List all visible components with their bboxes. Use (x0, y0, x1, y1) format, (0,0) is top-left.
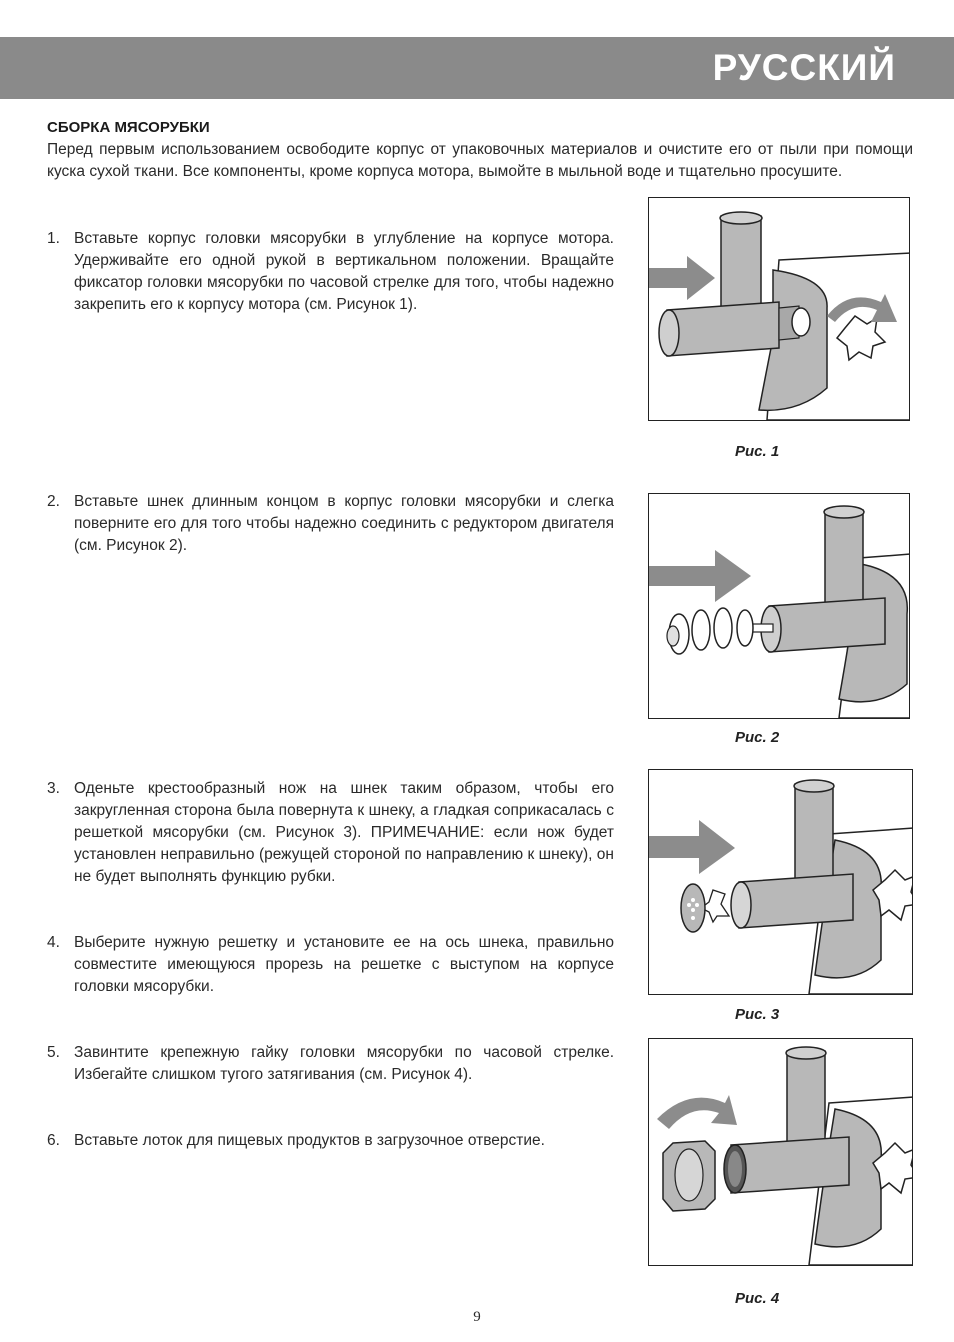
page-number: 9 (473, 1309, 481, 1325)
figure-2-caption: Рис. 2 (735, 729, 780, 746)
step-5 (47, 1042, 614, 1086)
step-number: 1. (47, 230, 60, 247)
figure-4-caption: Рис. 4 (735, 1290, 780, 1307)
step-text: Вставьте шнек длинным концом в корпус головки мясорубки и слегка поверните его для того чтобы надежно соединить с редуктором двигателя (см. Рисунок 2). (74, 493, 614, 554)
lock-nut-illustration (649, 1039, 912, 1265)
knife-and-plate-illustration (649, 770, 912, 994)
figure-1-caption: Рис. 1 (735, 443, 780, 460)
step-text: Выберите нужную решетку и установите ее на ось шнека, правильно совместите имеющуюся прорезь на решетке с выступом на корпусе головки мясорубки. (74, 934, 614, 995)
figure-2-illustration (648, 493, 910, 719)
figure-3-caption: Рис. 3 (735, 1006, 780, 1023)
figure-4-illustration (648, 1038, 913, 1266)
step-6 (47, 1130, 614, 1152)
section-title: СБОРКА МЯСОРУБКИ (47, 119, 210, 136)
step-number: 2. (47, 493, 60, 510)
step-text: Вставьте лоток для пищевых продуктов в загрузочное отверстие. (74, 1132, 545, 1149)
step-number: 5. (47, 1044, 60, 1061)
figure-1-illustration (648, 197, 910, 421)
step-text: Оденьте крестообразный нож на шнек таким образом, чтобы его закругленная сторона была повернута к шнеку, а гладкая соприкасалась с решеткой мясорубки (см. Рисунок 3). ПРИМЕЧАНИЕ: если нож будет установлен неправильно (режущей стороной по направлению к шнеку), он не будет выполнять функцию рубки. (74, 780, 614, 885)
figure-3-illustration (648, 769, 913, 995)
step-4 (47, 932, 614, 998)
step-number: 6. (47, 1132, 60, 1149)
step-1 (47, 228, 614, 316)
language-title: РУССКИЙ (712, 47, 896, 88)
auger-insert-illustration (649, 494, 909, 718)
step-2 (47, 491, 614, 557)
step-3 (47, 778, 614, 888)
step-number: 3. (47, 780, 60, 797)
step-number: 4. (47, 934, 60, 951)
header-banner (0, 37, 954, 99)
intro-paragraph: Перед первым использованием освободите корпус от упаковочных материалов и очистите его от пыли при помощи куска сухой ткани. Все компоненты, кроме корпуса мотора, вымойте в мыльной воде и тщательно просушите. (47, 141, 913, 180)
meat-grinder-head-insert-illustration (649, 198, 909, 420)
step-text: Вставьте корпус головки мясорубки в углубление на корпусе мотора. Удерживайте его одной рукой в вертикальном положении. Вращайте фиксатор головки мясорубки по часовой стрелке для того, чтобы надежно закрепить его к корпусу мотора (см. Рисунок 1). (74, 230, 614, 313)
step-text: Завинтите крепежную гайку головки мясорубки по часовой стрелке. Избегайте слишком тугого затягивания (см. Рисунок 4). (74, 1044, 614, 1083)
